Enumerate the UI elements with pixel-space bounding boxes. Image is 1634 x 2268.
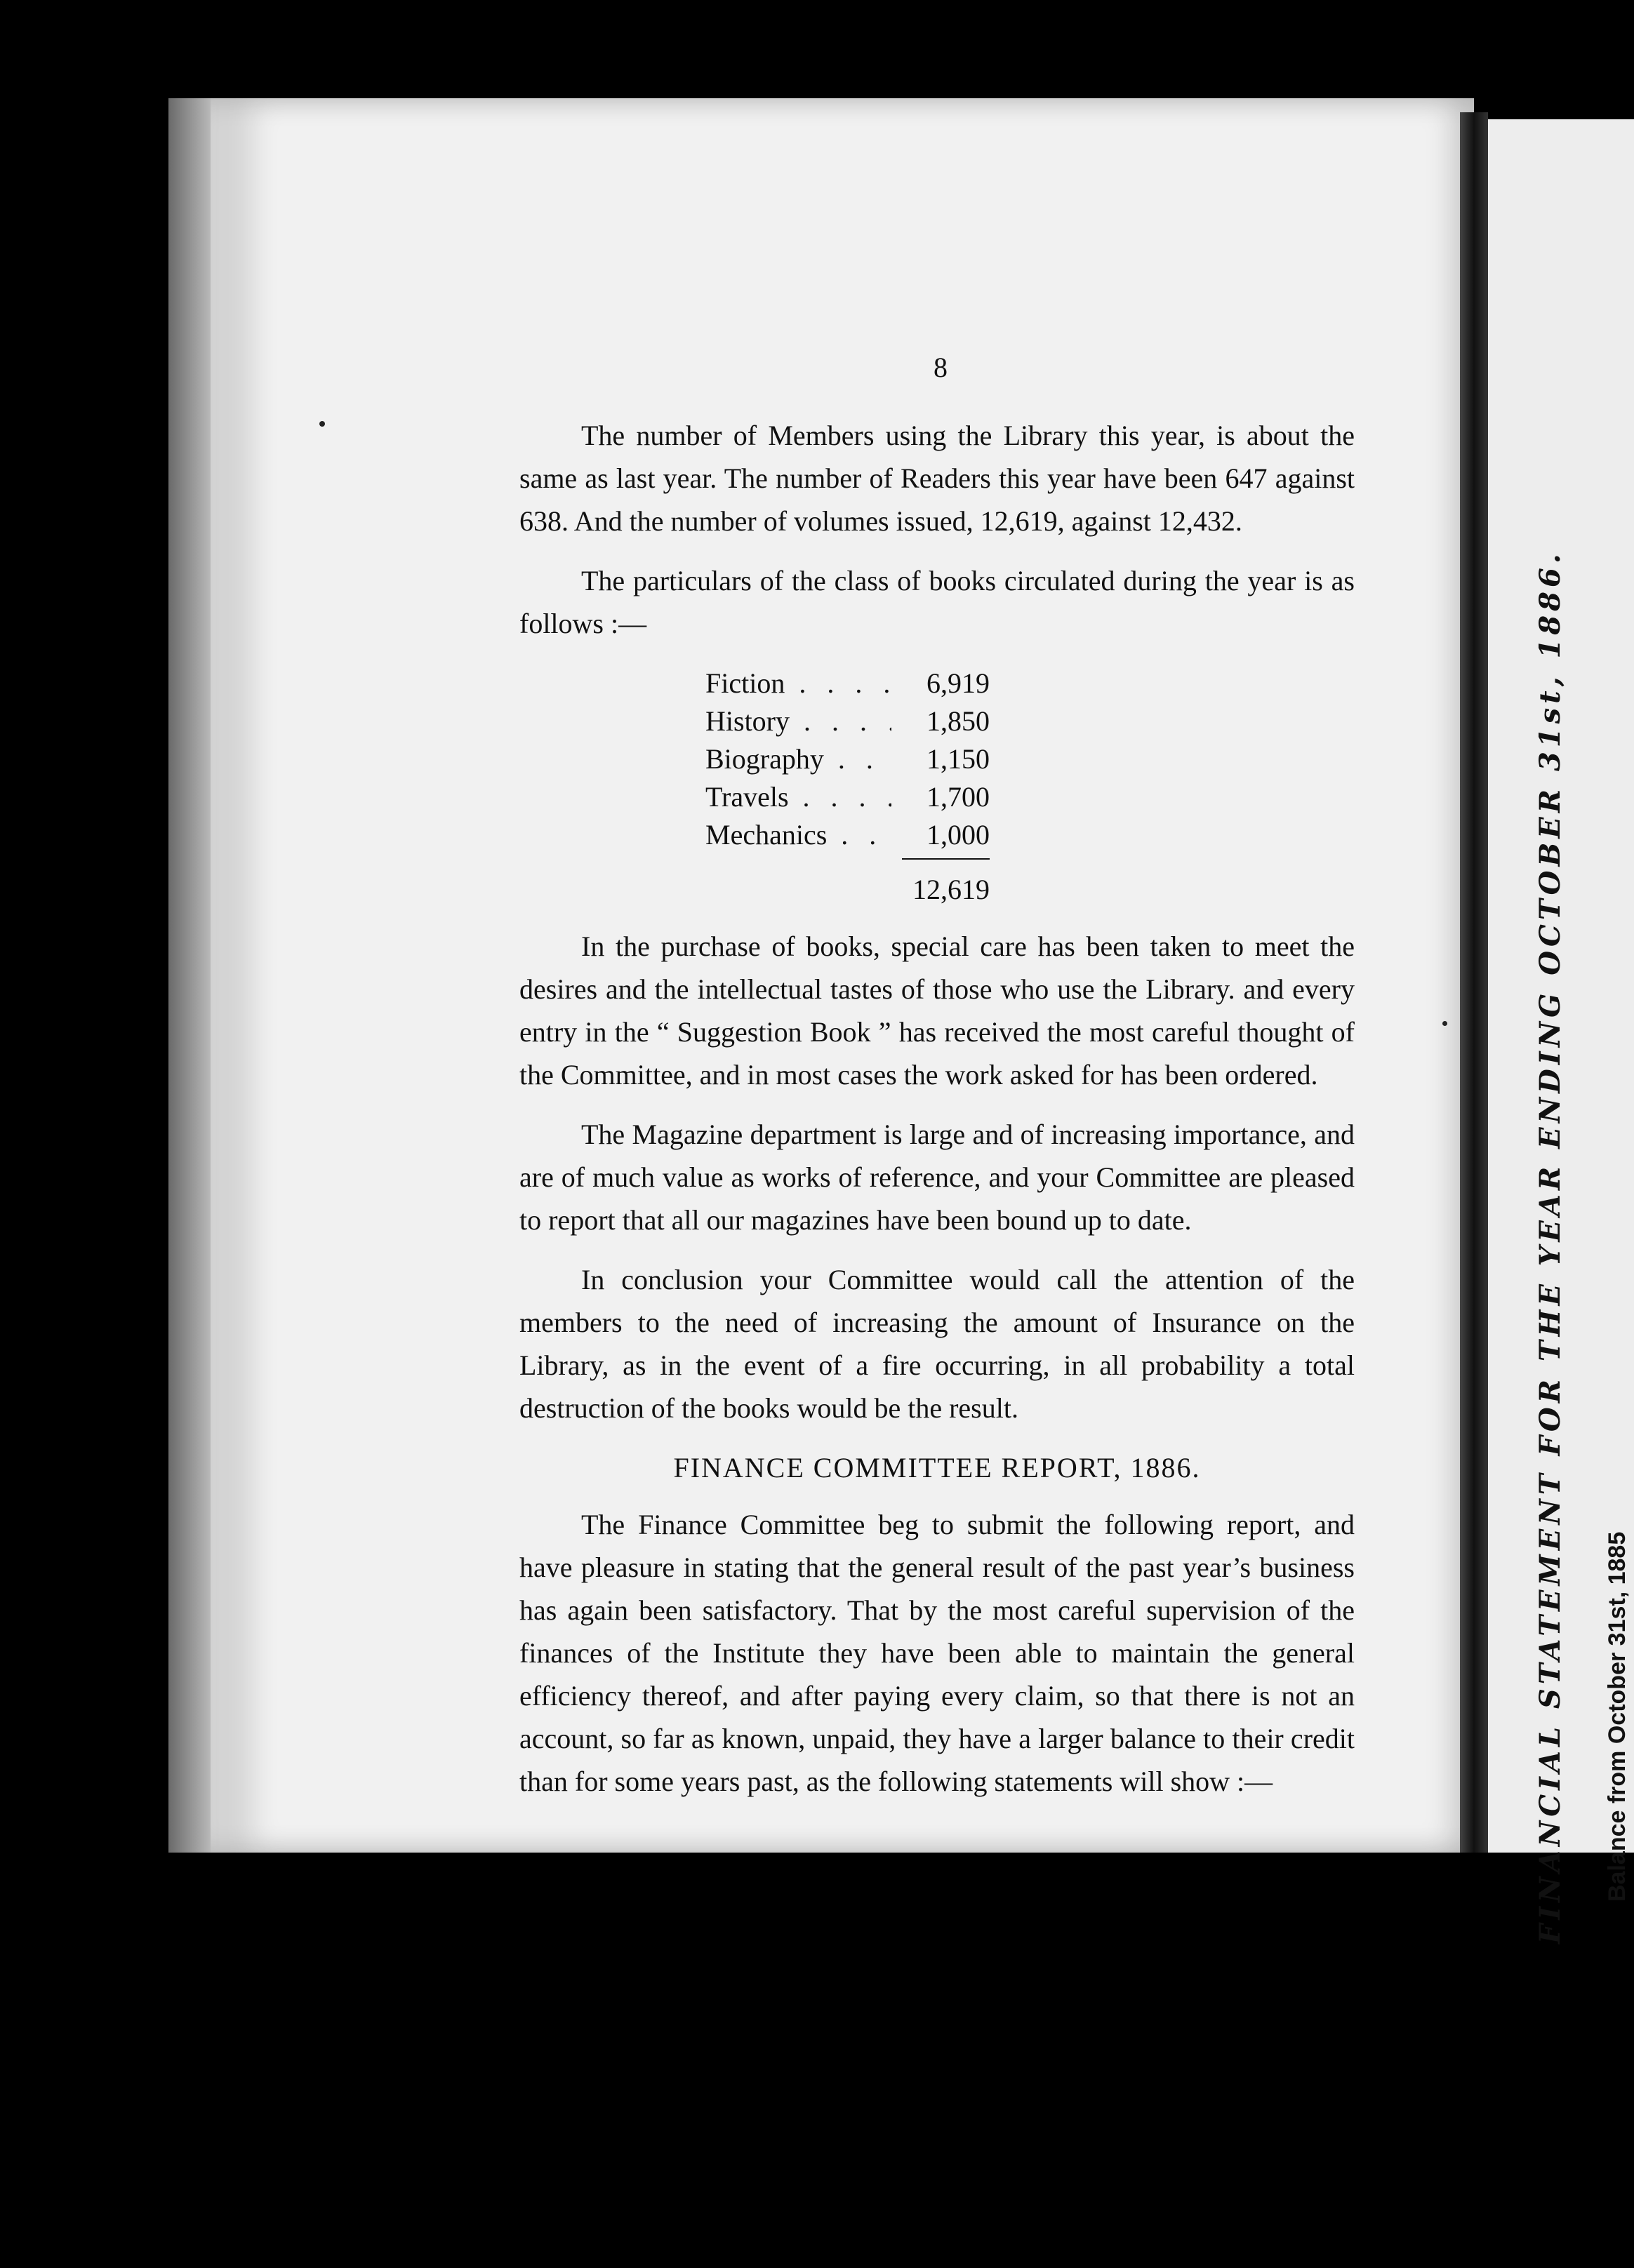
total-rule	[902, 858, 990, 860]
category-label: History . . .	[705, 700, 891, 742]
category-count: 1,700	[926, 781, 990, 813]
facing-page-title: FINANCIAL STATEMENT FOR THE YEAR ENDING OCTOBER 31st, 1886.	[1534, 549, 1567, 1944]
table-row	[705, 700, 990, 738]
category-label: Biography . . .	[705, 738, 891, 780]
books-table	[705, 662, 990, 851]
book-gutter	[1460, 112, 1488, 1853]
paragraph-magazine: The Magazine department is large and of increasing importance, and are of much value as works of reference, and your Committee are pleased to report that all our magazines have been bound up to date.	[519, 1119, 1355, 1236]
table-row	[705, 813, 990, 851]
speck-mark	[1442, 1021, 1447, 1026]
table-row	[705, 775, 990, 813]
paragraph-members: The number of Members using the Library this year, is about the same as last year. The number of Readers this year have been 647 against 638. And the number of volumes issued, 12,619, against 12,432.	[519, 420, 1355, 537]
total-row	[519, 868, 1355, 911]
table-row	[705, 738, 990, 775]
facing-page-subtitle: Balance from October 31st, 1885	[1604, 1531, 1630, 1902]
category-label: Travels . . .	[705, 775, 891, 818]
category-label: Fiction . . .	[705, 662, 891, 705]
category-count: 6,919	[926, 667, 990, 699]
category-count: 1,000	[926, 819, 990, 850]
total-count: 12,619	[912, 874, 990, 905]
paragraph-finance: The Finance Committee beg to submit the following report, and have pleasure in stating that the general result of the past year’s business has again been satisfactory. That by the most careful supervision of the finances of the Institute they have been able to maintain the general efficiency thereof, and after paying every claim, so that there is not an account, so far as known, unpaid, they have a larger balance to their credit than for some years past, as the following statements will show :—	[519, 1509, 1355, 1797]
category-label: Mechanics . . .	[705, 813, 891, 856]
paragraph-particulars: The particulars of the class of books circulated during the year is as follows :—	[519, 565, 1355, 639]
table-row	[705, 662, 990, 700]
paragraph-conclusion: In conclusion your Committee would call the attention of the members to the need of increasing the amount of Insurance on the Library, as in the event of a fire occurring, in all probability a total destruction of the books would be the result.	[519, 1264, 1355, 1424]
page-number: 8	[934, 352, 948, 383]
category-count: 1,850	[926, 705, 990, 737]
speck-mark	[319, 421, 325, 427]
category-count: 1,150	[926, 743, 990, 775]
section-heading: FINANCE COMMITTEE REPORT, 1886.	[673, 1452, 1201, 1483]
page-body	[519, 414, 1355, 1820]
paragraph-purchase: In the purchase of books, special care has been taken to meet the desires and the intellectual tastes of those who use the Library. and every entry in the “ Suggestion Book ” has received the most careful thought of the Committee, and in most cases the work asked for has been ordered.	[519, 930, 1355, 1090]
